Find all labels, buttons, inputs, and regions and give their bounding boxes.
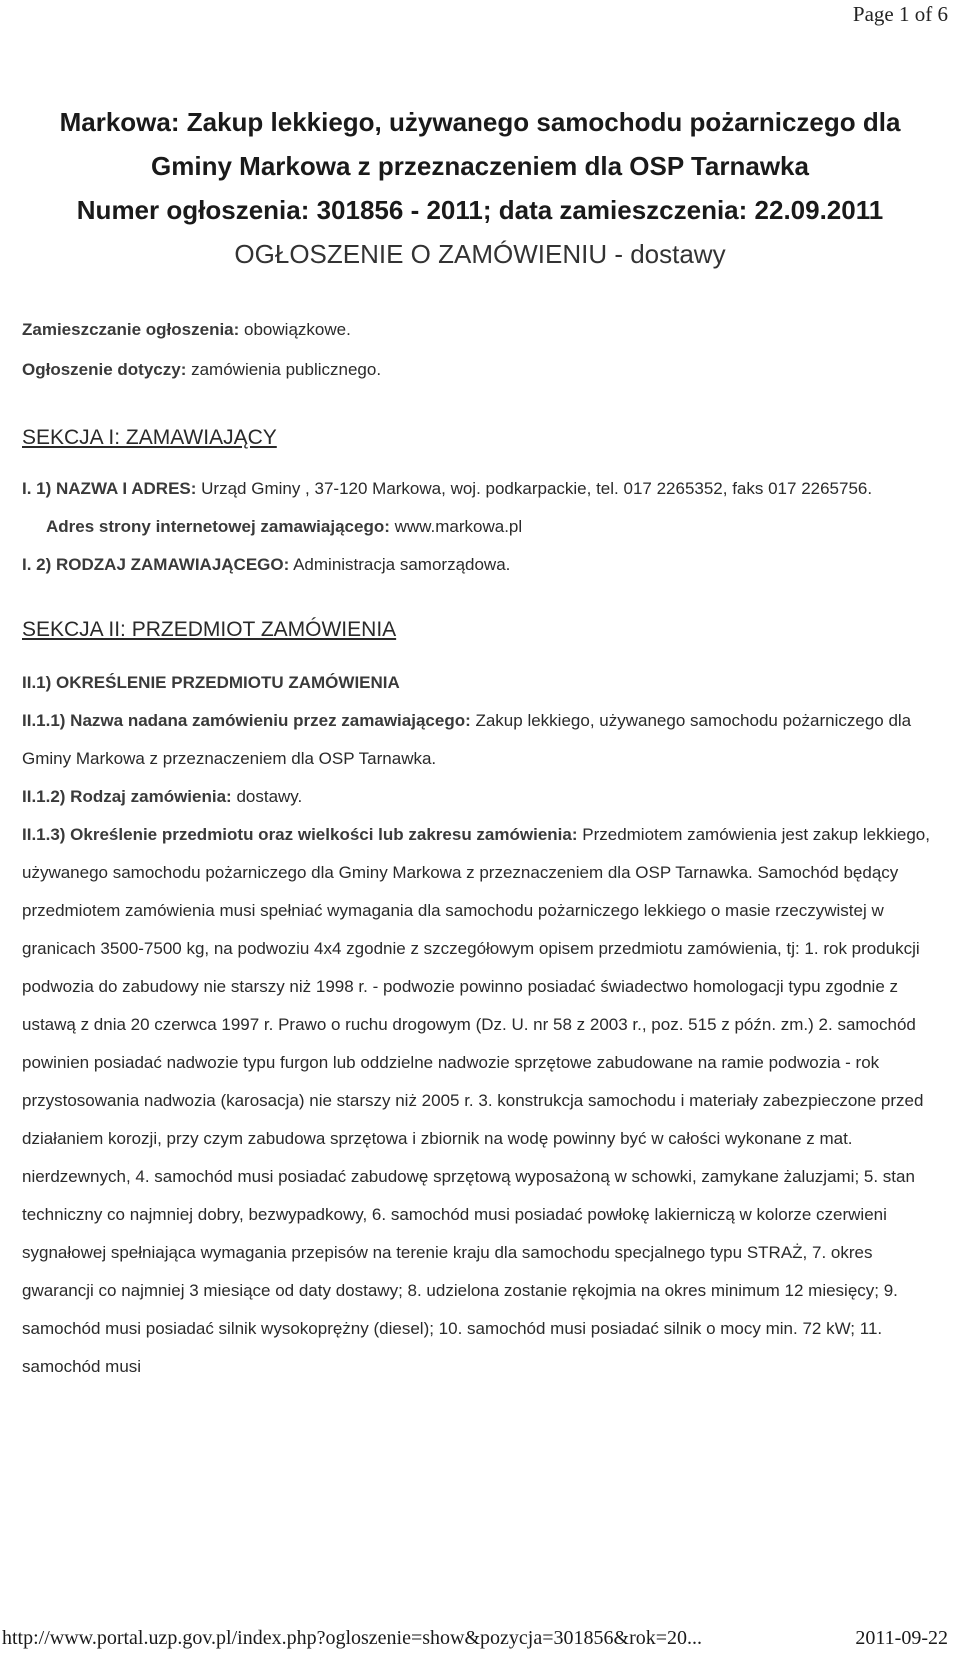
section-1-www-value[interactable]: www.markowa.pl xyxy=(389,517,523,536)
section-2-description-value: Przedmiotem zamówienia jest zakup lekkiego, używanego samochodu pożarniczego dla Gminy Markowa z przeznaczeniem dla OSP Tarnawka. Samochód będący przedmiotem zamówienia musi spełniać wymagania dla samochodu pożarniczego lekkiego o masie rzeczywistej w granicach 3500-7500 kg, na podwoziu 4x4 zgodnie z szczegółowym opisem przedmiotu zamówienia, tj: 1. rok produkcji podwozia do zabudowy nie starszy niż 1998 r. - podwozie powinno posiadać świadectwo homologacji typu zgodnie z ustawą z dnia 20 czerwca 1997 r. Prawo o ruchu drogowym (Dz. U. nr 58 z 2003 r., poz. 515 z późn. zm.) 2. samochód powinien posiadać nadwozie typu furgon lub oddzielne nadwozie sprzętowe zabudowane na ramie podwozia - rok przystosowania nadwozia (karosacja) nie starszy niż 2005 r. 3. konstrukcja samochodu i materiały zabezpieczone przed działaniem korozji, przy czym zabudowa sprzętowa i zbiornik na wodę powinny być w całości wykonane z mat. nierdzewnych, 4. samochód musi posiadać zabudowę sprzętową wyposażoną w schowki, zamykane żaluzjami; 5. stan techniczny co najmniej dobry, bezwypadkowy, 6. samochód musi posiadać powłokę lakierniczą w kolorze czerwieni sygnałowej spełniająca wymagania przepisów na terenie kraju dla samochodu specjalnego typu STRAŻ, 7. okres gwarancji co najmniej 3 miesiące od daty dostawy; 8. udzielona zostanie rękojmia na okres minimum 12 miesięcy; 9. samochód musi posiadać silnik wysokoprężny (diesel); 10. samochód musi posiadać silnik o mocy min. 72 kW; 11. samochód musi xyxy=(22,825,930,1376)
section-1-heading: SEKCJA I: ZAMAWIAJĄCY xyxy=(22,426,277,449)
section-2-description-label: II.1.3) Określenie przedmiotu oraz wielkości lub zakresu zamówienia: xyxy=(22,825,578,844)
meta-zamieszczanie xyxy=(22,310,934,350)
section-1-name-address xyxy=(22,470,934,508)
section-1-type-label: I. 2) RODZAJ ZAMAWIAJĄCEGO: xyxy=(22,555,290,574)
title-line-1: Markowa: Zakup lekkiego, używanego samochodu pożarniczego dla xyxy=(59,107,901,137)
section-2-name-value: Zakup lekkiego, używanego samochodu pożarniczego dla Gminy Markowa z przeznaczeniem dla OSP Tarnawka. xyxy=(22,711,912,768)
section-1-www xyxy=(22,508,934,546)
section-2-kind-value: dostawy. xyxy=(231,787,303,806)
meta-zamieszczanie-value: obowiązkowe. xyxy=(239,320,351,339)
section-2-kind-label: II.1.2) Rodzaj zamówienia: xyxy=(22,787,232,806)
meta-dotyczy xyxy=(22,350,934,390)
footer-date: 2011-09-22 xyxy=(855,1627,948,1649)
page-number: Page 1 of 6 xyxy=(852,2,948,26)
notice-subtitle: OGŁOSZENIE O ZAMÓWIENIU - dostawy xyxy=(234,239,726,269)
meta-dotyczy-label: Ogłoszenie dotyczy: xyxy=(22,360,187,379)
section-1-name-value: Urząd Gminy , 37-120 Markowa, woj. podkarpackie, tel. 017 2265352, faks 017 2265756. xyxy=(196,479,873,498)
section-1-name-label: I. 1) NAZWA I ADRES: xyxy=(22,479,197,498)
title-line-3: Numer ogłoszenia: 301856 - 2011; data zamieszczenia: 22.09.2011 xyxy=(76,195,884,225)
section-2-description xyxy=(22,816,934,1386)
footer-url[interactable]: http://www.portal.uzp.gov.pl/index.php?ogloszenie=show&pozycja=301856&rok=20... xyxy=(2,1627,703,1649)
section-1-www-label: Adres strony internetowej zamawiającego: xyxy=(46,517,390,536)
document-body xyxy=(22,310,934,1386)
meta-zamieszczanie-label: Zamieszczanie ogłoszenia: xyxy=(22,320,240,339)
section-2-heading: SEKCJA II: PRZEDMIOT ZAMÓWIENIA xyxy=(22,618,397,641)
document-header xyxy=(0,100,960,276)
section-1-type xyxy=(22,546,934,584)
title-line-2: Gminy Markowa z przeznaczeniem dla OSP Tarnawka xyxy=(151,151,809,181)
section-2-name xyxy=(22,702,934,778)
section-2-sub-heading: II.1) OKREŚLENIE PRZEDMIOTU ZAMÓWIENIA xyxy=(22,673,400,692)
section-2-kind xyxy=(22,778,934,816)
section-1-type-value: Administracja samorządowa. xyxy=(289,555,511,574)
meta-dotyczy-value: zamówienia publicznego. xyxy=(186,360,382,379)
section-2-name-label: II.1.1) Nazwa nadana zamówieniu przez zamawiającego: xyxy=(22,711,471,730)
